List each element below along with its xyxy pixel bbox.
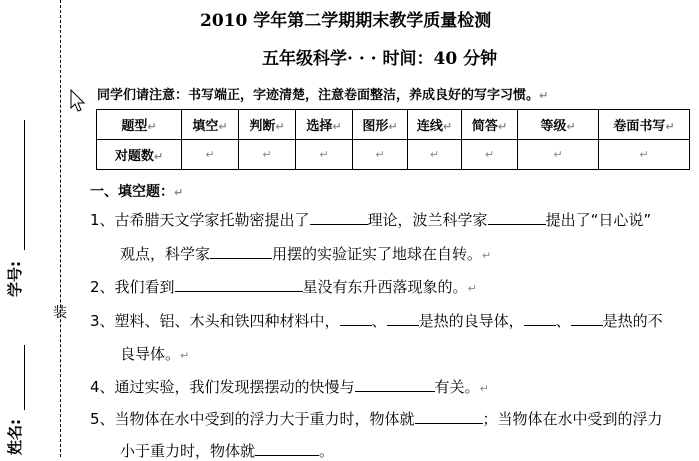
- question-3-cont: 良导体。↵: [120, 345, 190, 363]
- answer-blank[interactable]: [355, 377, 435, 392]
- answer-blank[interactable]: [524, 311, 556, 326]
- question-2: 2、我们看到 星没有东升西落现象的。↵: [90, 278, 477, 296]
- question-4: 4、通过实验，我们发现摆摆动的快慢与 有关。↵: [90, 378, 489, 396]
- question-5-cont: 小于重力时，物体就 。: [120, 442, 335, 460]
- exam-subtitle: 五年级科学· · · 时间：40 分钟: [262, 49, 498, 69]
- table-header-cell: 选择↵: [296, 110, 353, 140]
- table-header-cell: 简答↵: [462, 110, 518, 140]
- table-header-cell: 图形↵: [353, 110, 408, 140]
- exam-title: 2010 学年第二学期期末教学质量检测: [200, 11, 492, 31]
- table-header-cell: 卷面书写↵: [599, 110, 690, 140]
- binding-char: 装: [53, 305, 67, 321]
- notice-text: 同学们请注意：书写端正，字迹清楚，注意卷面整洁，养成良好的写字习惯。↵: [97, 88, 549, 103]
- table-header-cell: 判断↵: [239, 110, 296, 140]
- binding-dashed-line: [60, 0, 61, 457]
- answer-blank[interactable]: [255, 441, 319, 456]
- section-title-fill-in: 一、填空题：↵: [90, 184, 184, 200]
- question-3: 3、塑料、铝、木头和铁四种材料中， 、 是热的良导体， 、 是热的不: [90, 312, 663, 330]
- table-cell[interactable]: ↵: [182, 140, 239, 170]
- score-table-count-row: [97, 140, 690, 170]
- table-cell[interactable]: ↵: [462, 140, 518, 170]
- table-cell[interactable]: ↵: [239, 140, 296, 170]
- table-cell[interactable]: ↵: [408, 140, 462, 170]
- name-label: 姓名:: [6, 419, 24, 455]
- table-cell[interactable]: ↵: [296, 140, 353, 170]
- table-row-label: 对题数↵: [97, 140, 182, 170]
- student-id-label: 学号:: [6, 261, 24, 297]
- score-table-header-row: [97, 110, 690, 140]
- answer-blank[interactable]: [571, 311, 603, 326]
- answer-blank[interactable]: [488, 210, 546, 225]
- name-underline: [24, 345, 25, 410]
- score-table: [96, 109, 690, 170]
- answer-blank[interactable]: [340, 311, 372, 326]
- table-header-cell: 等级↵: [518, 110, 599, 140]
- answer-blank[interactable]: [175, 277, 303, 292]
- question-1: 1、古希腊天文学家托勒密提出了 理论，波兰科学家 提出了“日心说”: [90, 211, 652, 229]
- student-id-underline: [24, 120, 25, 250]
- table-cell[interactable]: ↵: [599, 140, 690, 170]
- table-header-cell: 连线↵: [408, 110, 462, 140]
- table-cell[interactable]: ↵: [353, 140, 408, 170]
- answer-blank[interactable]: [310, 210, 368, 225]
- table-header-cell: 填空↵: [182, 110, 239, 140]
- mouse-pointer-icon: [70, 89, 88, 115]
- table-header-cell: 题型↵: [97, 110, 182, 140]
- question-1-cont: 观点，科学家 用摆的实验证实了地球在自转。↵: [120, 245, 492, 263]
- answer-blank[interactable]: [415, 409, 483, 424]
- answer-blank[interactable]: [387, 311, 419, 326]
- question-5: 5、当物体在水中受到的浮力大于重力时，物体就 ；当物体在水中受到的浮力: [90, 410, 663, 428]
- table-cell[interactable]: ↵: [518, 140, 599, 170]
- answer-blank[interactable]: [210, 244, 272, 259]
